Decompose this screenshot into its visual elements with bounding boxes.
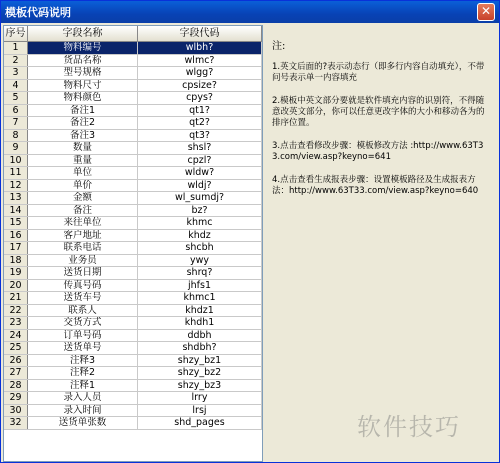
field-name-cell[interactable]: 联系电话 (28, 242, 138, 254)
table-row[interactable] (4, 292, 262, 305)
field-code-cell[interactable]: khdz1 (138, 305, 262, 317)
field-name-cell[interactable]: 物料尺寸 (28, 80, 138, 92)
row-index[interactable]: 4 (4, 80, 28, 92)
field-name-cell[interactable]: 送货车号 (28, 292, 138, 304)
field-name-cell[interactable]: 货品名称 (28, 55, 138, 67)
row-index[interactable]: 21 (4, 292, 28, 304)
row-index[interactable]: 10 (4, 155, 28, 167)
field-code-cell[interactable]: shrq? (138, 267, 262, 279)
row-index[interactable]: 15 (4, 217, 28, 229)
table-row[interactable] (4, 92, 262, 105)
row-index[interactable]: 19 (4, 267, 28, 279)
row-index[interactable]: 28 (4, 380, 28, 392)
field-code-cell[interactable]: shcbh (138, 242, 262, 254)
field-name-cell[interactable]: 注释1 (28, 380, 138, 392)
field-code-cell[interactable]: qt3? (138, 130, 262, 142)
table-row[interactable] (4, 267, 262, 280)
row-index[interactable]: 3 (4, 67, 28, 79)
table-row[interactable] (4, 367, 262, 380)
field-name-cell[interactable]: 金额 (28, 192, 138, 204)
field-name-cell[interactable]: 送货单号 (28, 342, 138, 354)
field-code-cell[interactable]: jhfs1 (138, 280, 262, 292)
table-row[interactable] (4, 42, 262, 55)
row-index[interactable]: 12 (4, 180, 28, 192)
row-index[interactable]: 6 (4, 105, 28, 117)
row-index[interactable]: 26 (4, 355, 28, 367)
field-name-cell[interactable]: 物料编号 (28, 42, 138, 54)
table-row[interactable] (4, 380, 262, 393)
field-code-cell[interactable]: bz? (138, 205, 262, 217)
field-code-cell[interactable]: ywy (138, 255, 262, 267)
field-name-cell[interactable]: 型号规格 (28, 67, 138, 79)
row-index[interactable]: 18 (4, 255, 28, 267)
table-row[interactable] (4, 167, 262, 180)
field-name-cell[interactable]: 送货单张数 (28, 417, 138, 429)
row-index[interactable]: 23 (4, 317, 28, 329)
row-index[interactable]: 11 (4, 167, 28, 179)
row-index[interactable]: 13 (4, 192, 28, 204)
row-index[interactable]: 9 (4, 142, 28, 154)
notes-title: 注: (272, 41, 286, 52)
row-index[interactable]: 2 (4, 55, 28, 67)
watermark: 软件技巧 (357, 413, 461, 441)
table-row[interactable] (4, 205, 262, 218)
field-name-cell[interactable]: 业务员 (28, 255, 138, 267)
header-index[interactable]: 序号 (4, 26, 28, 41)
table-row[interactable] (4, 55, 262, 68)
row-index[interactable]: 8 (4, 130, 28, 142)
table-row[interactable] (4, 117, 262, 130)
row-index[interactable]: 24 (4, 330, 28, 342)
grid-header (4, 26, 262, 42)
field-name-cell[interactable]: 传真号码 (28, 280, 138, 292)
field-name-cell[interactable]: 备注3 (28, 130, 138, 142)
field-code-cell[interactable]: qt2? (138, 117, 262, 129)
header-field-name[interactable]: 字段名称 (28, 26, 138, 41)
notes-panel (266, 25, 497, 462)
field-code-cell[interactable]: khmc1 (138, 292, 262, 304)
row-index[interactable]: 14 (4, 205, 28, 217)
field-code-grid[interactable] (3, 25, 263, 462)
grid-body (4, 42, 262, 430)
field-name-cell[interactable]: 录入时间 (28, 405, 138, 417)
field-code-cell[interactable]: shzy_bz3 (138, 380, 262, 392)
field-name-cell[interactable]: 备注2 (28, 117, 138, 129)
table-row[interactable] (4, 105, 262, 118)
table-row[interactable] (4, 355, 262, 368)
row-index[interactable]: 30 (4, 405, 28, 417)
table-row[interactable] (4, 317, 262, 330)
field-name-cell[interactable]: 单位 (28, 167, 138, 179)
note-item-3: 3.点击查看修改步骤：模板修改方法 :http://www.63T33.com/view.asp?keyno=641 (272, 141, 484, 162)
field-name-cell[interactable]: 送货日期 (28, 267, 138, 279)
field-name-cell[interactable]: 注释3 (28, 355, 138, 367)
table-row[interactable] (4, 342, 262, 355)
table-row[interactable] (4, 305, 262, 318)
field-name-cell[interactable]: 客户地址 (28, 230, 138, 242)
field-code-cell[interactable]: shdbh? (138, 342, 262, 354)
table-row[interactable] (4, 280, 262, 293)
field-code-cell[interactable]: wldj? (138, 180, 262, 192)
field-name-cell[interactable]: 订单号码 (28, 330, 138, 342)
field-code-cell[interactable]: wlgg? (138, 67, 262, 79)
field-code-cell[interactable]: cpzl? (138, 155, 262, 167)
field-code-cell[interactable]: lrsj (138, 405, 262, 417)
field-code-cell[interactable]: ddbh (138, 330, 262, 342)
row-index[interactable]: 16 (4, 230, 28, 242)
table-row[interactable] (4, 155, 262, 168)
field-code-cell[interactable]: shd_pages (138, 417, 262, 429)
row-index[interactable]: 17 (4, 242, 28, 254)
row-index[interactable]: 29 (4, 392, 28, 404)
table-row[interactable] (4, 242, 262, 255)
table-row[interactable] (4, 192, 262, 205)
field-code-cell[interactable]: wlbh? (138, 42, 262, 54)
row-index[interactable]: 20 (4, 280, 28, 292)
field-code-cell[interactable]: cpsize? (138, 80, 262, 92)
field-name-cell[interactable]: 交货方式 (28, 317, 138, 329)
field-name-cell[interactable]: 备注 (28, 205, 138, 217)
header-field-code[interactable]: 字段代码 (138, 26, 262, 41)
field-name-cell[interactable]: 物料颜色 (28, 92, 138, 104)
table-row[interactable] (4, 230, 262, 243)
table-row[interactable] (4, 130, 262, 143)
table-row[interactable] (4, 417, 262, 430)
field-code-cell[interactable]: shzy_bz2 (138, 367, 262, 379)
row-index[interactable]: 1 (4, 42, 28, 54)
table-row[interactable] (4, 180, 262, 193)
row-index[interactable]: 7 (4, 117, 28, 129)
field-code-cell[interactable]: lrry (138, 392, 262, 404)
field-name-cell[interactable]: 注释2 (28, 367, 138, 379)
field-name-cell[interactable]: 录入人员 (28, 392, 138, 404)
row-index[interactable]: 32 (4, 417, 28, 429)
table-row[interactable] (4, 405, 262, 418)
field-code-cell[interactable]: wl_sumdj? (138, 192, 262, 204)
field-code-cell[interactable]: khmc (138, 217, 262, 229)
field-name-cell[interactable]: 联系人 (28, 305, 138, 317)
table-row[interactable] (4, 142, 262, 155)
field-code-cell[interactable]: cpys? (138, 92, 262, 104)
table-row[interactable] (4, 80, 262, 93)
field-name-cell[interactable]: 数量 (28, 142, 138, 154)
row-index[interactable]: 22 (4, 305, 28, 317)
close-button[interactable] (477, 3, 495, 21)
table-row[interactable] (4, 67, 262, 80)
field-code-cell[interactable]: shzy_bz1 (138, 355, 262, 367)
title-bar[interactable] (1, 1, 499, 23)
field-code-cell[interactable]: khdh1 (138, 317, 262, 329)
field-code-cell[interactable]: shsl? (138, 142, 262, 154)
note-item-2: 2.模板中英文部分要就是软件填充内容的识别符，不得随意改英文部分，你可以任意更改字体的大小和移动各为的排序位置。 (272, 96, 485, 128)
field-code-cell[interactable]: wldw? (138, 167, 262, 179)
row-index[interactable]: 25 (4, 342, 28, 354)
field-code-cell[interactable]: wlmc? (138, 55, 262, 67)
table-row[interactable] (4, 392, 262, 405)
row-index[interactable]: 27 (4, 367, 28, 379)
window-title: 模板代码说明 (5, 6, 71, 19)
field-name-cell[interactable]: 单价 (28, 180, 138, 192)
field-name-cell[interactable]: 来往单位 (28, 217, 138, 229)
note-item-4: 4.点击查看生成报表步骤：设置模板路径及生成报表方法：http://www.63T33.com/view.asp?keyno=640 (272, 175, 479, 196)
field-name-cell[interactable]: 备注1 (28, 105, 138, 117)
row-index[interactable]: 5 (4, 92, 28, 104)
field-code-cell[interactable]: qt1? (138, 105, 262, 117)
close-icon: ✕ (480, 4, 492, 18)
note-item-1: 1.英文后面的?表示动态行（即多行内容自动填充），不带问号表示单一内容填充 (272, 62, 485, 83)
table-row[interactable] (4, 217, 262, 230)
field-code-cell[interactable]: khdz (138, 230, 262, 242)
table-row[interactable] (4, 330, 262, 343)
field-name-cell[interactable]: 重量 (28, 155, 138, 167)
table-row[interactable] (4, 255, 262, 268)
